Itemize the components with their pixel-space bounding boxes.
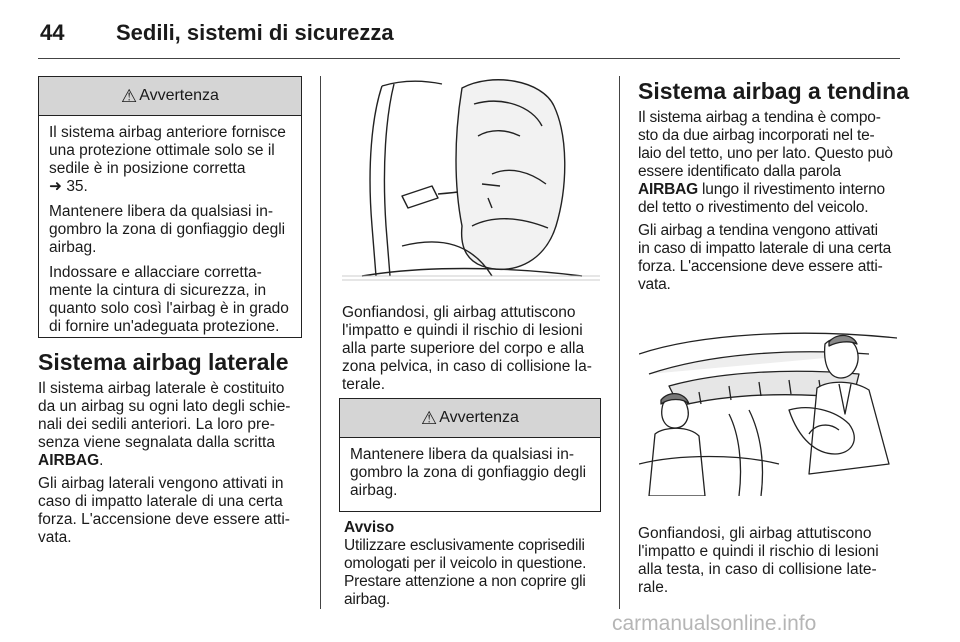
- section-heading-curtain-airbag: Sistema airbag a tendina: [638, 78, 909, 104]
- warning-title: Avvertenza: [439, 409, 519, 426]
- section-heading-side-airbag: Sistema airbag laterale: [38, 349, 289, 375]
- watermark: carmanualsonline.info: [612, 612, 817, 635]
- side-airbag-paragraph-2: Gli airbag laterali vengono attivati in caso di impatto laterale di una certa forza. L'accensione deve essere atti- vata.: [38, 475, 290, 546]
- notice-text: Utilizzare esclusivamente coprisedili omologati per il veicolo in questione. Prestare attenzione a non coprire gli airbag.: [344, 537, 587, 608]
- page-title: Sedili, sistemi di sicurezza: [116, 20, 394, 45]
- warning-header: [340, 399, 600, 438]
- header-divider: [38, 58, 900, 59]
- page-number: 44: [40, 20, 65, 45]
- curtain-airbag-caption: Gonfiandosi, gli airbag attutiscono l'impatto e quindi il rischio di lesioni alla testa, in caso di collisione late- rale.: [638, 525, 879, 596]
- notice-title: Avviso: [344, 519, 395, 536]
- warning-box-front-airbag: [38, 76, 302, 338]
- curtain-airbag-paragraph-2: Gli airbag a tendina vengono attivati in caso di impatto laterale di una certa forza. L'accensione deve essere atti- vata.: [638, 222, 892, 293]
- seat-side-airbag-illustration: [342, 76, 600, 284]
- curtain-airbag-illustration: [639, 314, 897, 496]
- airbag-label: AIRBAG: [638, 181, 698, 198]
- warning-paragraph-1: Il sistema airbag anteriore fornisce una protezione ottimale solo se il sedile è in posizione corretta ➜ 35.: [49, 124, 286, 195]
- warning-triangle-icon: ⚠: [421, 407, 438, 428]
- airbag-label: AIRBAG: [38, 452, 100, 469]
- column-divider-2: [619, 76, 620, 609]
- warning-paragraph-3: Indossare e allacciare corretta- mente la cintura di sicurezza, in quanto solo così l'airbag è in grado di fornire un'adeguata protezione.: [49, 264, 289, 335]
- seat-airbag-caption: Gonfiandosi, gli airbag attutiscono l'impatto e quindi il rischio di lesioni alla parte superiore del corpo e alla zona pelvica, in caso di collisione la- terale.: [342, 304, 592, 393]
- warning-box-inflation-zone: [339, 398, 601, 512]
- warning-paragraph-2: Mantenere libera da qualsiasi in- gombro la zona di gonfiaggio degli airbag.: [49, 203, 286, 256]
- warning-paragraph: Mantenere libera da qualsiasi in- gombro la zona di gonfiaggio degli airbag.: [350, 446, 587, 499]
- side-airbag-paragraph-1: Il sistema airbag laterale è costituito da un airbag su ogni lato degli schie- nali dei sedili anteriori. La loro pre- senza viene segnalata dalla scritta AIRBAG.: [38, 380, 291, 469]
- warning-title: Avvertenza: [139, 87, 219, 104]
- curtain-airbag-paragraph-1: Il sistema airbag a tendina è compo- sto da due airbag incorporati nel te- laio del tetto, uno per lato. Questo può essere identificato dalla parola AIRBAG lungo il rivestimento interno del tetto o rivestimento del veicolo.: [638, 109, 893, 216]
- page-ref-arrow-icon: ➜: [49, 178, 62, 195]
- warning-triangle-icon: ⚠: [121, 85, 138, 106]
- column-divider-1: [320, 76, 321, 609]
- page-ref[interactable]: 35.: [66, 178, 88, 195]
- warning-header: [39, 77, 301, 116]
